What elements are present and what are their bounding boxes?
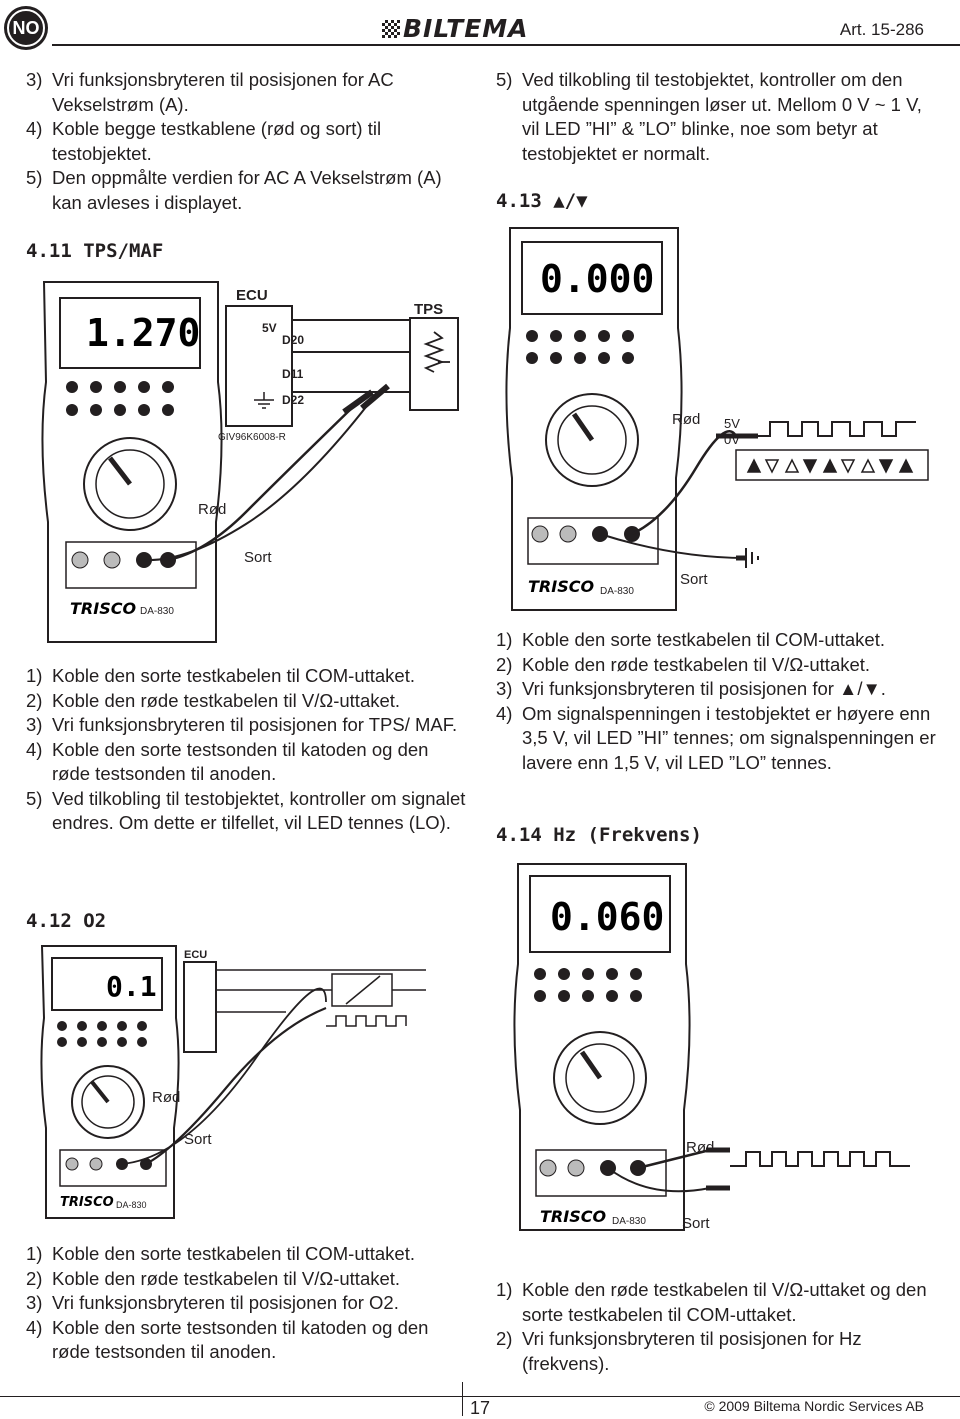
step-text: Koble den sorte testsonden til katoden og den røde testsonden til anoden. (52, 1316, 429, 1362)
step-text: Koble den sorte testkabelen til COM-uttaket. (522, 629, 885, 650)
step-number: 4) (26, 1316, 43, 1338)
step-text: Koble begge testkablene (rød og sort) til testobjektet. (52, 118, 382, 164)
step-number: 1) (496, 1279, 513, 1300)
step-number: 3) (26, 714, 43, 735)
step-number: 4) (26, 738, 43, 760)
step-number: 4) (496, 702, 513, 724)
step-text: Vri funksjonsbryteren til posisjonen for O2. (52, 1292, 399, 1313)
steps-tps-maf (26, 664, 466, 836)
list-item (496, 628, 944, 653)
svg-text:GIV96K6008-R: GIV96K6008-R (218, 432, 286, 443)
hi-lo-indicator-row (736, 450, 928, 480)
label-red: Rød (672, 411, 701, 428)
step-text: Den oppmålte verdien for AC A Vekselstrøm (A) kan avleses i displayet. (52, 167, 442, 213)
list-item (496, 677, 944, 702)
list-item (26, 1242, 466, 1267)
list-item (26, 689, 466, 714)
step-text: Koble den røde testkabelen til V/Ω-uttaket. (52, 689, 401, 711)
figure-hz (510, 860, 940, 1236)
steps-o2 (26, 1242, 466, 1365)
brand-logo: BILTEMA (382, 14, 529, 43)
step-text: Vri funksjonsbryteren til posisjonen for Hz (frekvens). (522, 1328, 862, 1374)
page-number-divider (462, 1382, 463, 1416)
step-text: Koble den sorte testsonden til katoden og den røde testsonden til anoden. (52, 738, 429, 784)
step-number: 5) (26, 167, 43, 188)
svg-text:ECU: ECU (236, 287, 268, 304)
step-text: Vri funksjonsbryteren til posisjonen for AC Vekselstrøm (A). (52, 69, 394, 115)
page-number: 17 (470, 1398, 491, 1418)
list-item (496, 702, 944, 776)
label-black: Sort (682, 1215, 710, 1232)
label-black: Sort (244, 549, 272, 566)
svg-text:ECU: ECU (184, 949, 208, 961)
step-text: Koble den røde testkabelen til V/Ω-uttaket. (522, 653, 871, 675)
step-number: 2) (496, 1328, 513, 1349)
step-text: Ved tilkobling til testobjektet, kontroller om den utgående spenningen løser ut. Mellom 0 V ~ 1 V, vil LED ”HI” & ”LO” blinke, noe som betyr at testobjektet er normalt. (522, 69, 922, 164)
svg-text:DA-830: DA-830 (612, 1216, 646, 1227)
multimeter-body (42, 282, 221, 642)
meter-brand: TRISCO (70, 599, 137, 618)
list-item (26, 1291, 466, 1316)
header-rule (52, 44, 960, 46)
svg-text:D11: D11 (282, 367, 304, 381)
figure-tps-maf (26, 262, 470, 652)
lcd-reading: 0.1 (106, 970, 157, 1003)
step-text: Ved tilkobling til testobjektet, kontroller om signalet endres. Om dette er tilfellet, vil LED tennes (LO). (52, 787, 466, 833)
heading-hi-lo: 4.13 ▲/▼ (496, 190, 588, 212)
list-item (26, 166, 466, 215)
step-number: 5) (26, 787, 43, 809)
step-number: 2) (26, 689, 43, 711)
step-number: 3) (26, 1292, 43, 1313)
list-item (26, 738, 466, 787)
copyright: © 2009 Biltema Nordic Services AB (704, 1398, 924, 1414)
svg-text:DA-830: DA-830 (600, 586, 634, 597)
step-number: 1) (26, 665, 43, 686)
article-number: Art. 15-286 (839, 20, 924, 39)
label-red: Rød (152, 1089, 181, 1106)
footer-rule (0, 1396, 960, 1397)
label-red: Rød (198, 501, 227, 518)
label-black: Sort (184, 1131, 212, 1148)
step-number: 3) (26, 69, 43, 90)
tps-sensor (410, 318, 458, 410)
svg-text:5V: 5V (724, 416, 740, 431)
step-number: 1) (496, 629, 513, 650)
figure-hi-lo (496, 218, 940, 620)
heading-o2: 4.12 O2 (26, 910, 107, 932)
step-text: Koble den sorte testkabelen til COM-uttaket. (52, 665, 415, 686)
list-item (26, 117, 466, 166)
ecu-schematic (218, 287, 458, 443)
heading-tps-maf: 4.11 TPS/MAF (26, 240, 164, 262)
step-number: 2) (26, 1267, 43, 1289)
steps-hi-lo-continued (496, 68, 936, 166)
lcd-reading: 0.000 (540, 257, 655, 301)
label-black: Sort (680, 571, 708, 588)
list-item (26, 1316, 466, 1365)
step-number: 3) (496, 678, 513, 699)
svg-text:TRISCO: TRISCO (540, 1207, 607, 1226)
figure-o2 (26, 938, 470, 1232)
step-text: Koble den røde testkabelen til V/Ω-uttaket. (52, 1267, 401, 1289)
step-text: Vri funksjonsbryteren til posisjonen for ▲/▼. (522, 678, 886, 699)
meter-model: DA-830 (140, 606, 174, 617)
svg-text:0V: 0V (724, 432, 740, 447)
svg-text:DA-830: DA-830 (116, 1200, 147, 1210)
lcd-reading: 0.060 (550, 895, 665, 939)
step-text: Vri funksjonsbryteren til posisjonen for TPS/ MAF. (52, 714, 458, 735)
step-text: Koble den sorte testkabelen til COM-uttaket. (52, 1243, 415, 1264)
svg-text:D20: D20 (282, 333, 305, 347)
step-number: 5) (496, 69, 513, 90)
svg-text:TRISCO: TRISCO (528, 577, 595, 596)
steps-ac-current (26, 68, 466, 215)
svg-text:TPS: TPS (414, 301, 444, 318)
list-item (26, 1267, 466, 1292)
svg-text:5V: 5V (262, 321, 277, 335)
list-item (496, 68, 936, 166)
steps-hz (496, 1278, 940, 1376)
svg-text:D22: D22 (282, 393, 305, 407)
step-text: Koble den røde testkabelen til V/Ω-uttaket og den sorte testkabelen til COM-uttaket. (522, 1279, 927, 1325)
step-number: 1) (26, 1243, 43, 1264)
step-text: Om signalspenningen i testobjektet er høyere enn 3,5 V, vil LED ”HI” tennes; om signalspenningen er lavere enn 1,5 V, vil LED ”LO” tennes. (522, 702, 936, 773)
steps-hi-lo (496, 628, 944, 775)
step-number: 2) (496, 653, 513, 675)
list-item (496, 1278, 940, 1327)
step-number: 4) (26, 118, 43, 139)
label-red: Rød (686, 1139, 715, 1156)
svg-text:TRISCO: TRISCO (60, 1195, 114, 1210)
list-item (26, 664, 466, 689)
list-item (496, 1327, 940, 1376)
language-badge: NO (4, 6, 48, 50)
list-item (26, 713, 466, 738)
list-item (26, 787, 466, 836)
list-item (496, 653, 944, 678)
lcd-reading: 1.270 (86, 311, 201, 355)
checker-icon (382, 20, 400, 38)
heading-hz: 4.14 Hz (Frekvens) (496, 824, 702, 846)
list-item (26, 68, 466, 117)
